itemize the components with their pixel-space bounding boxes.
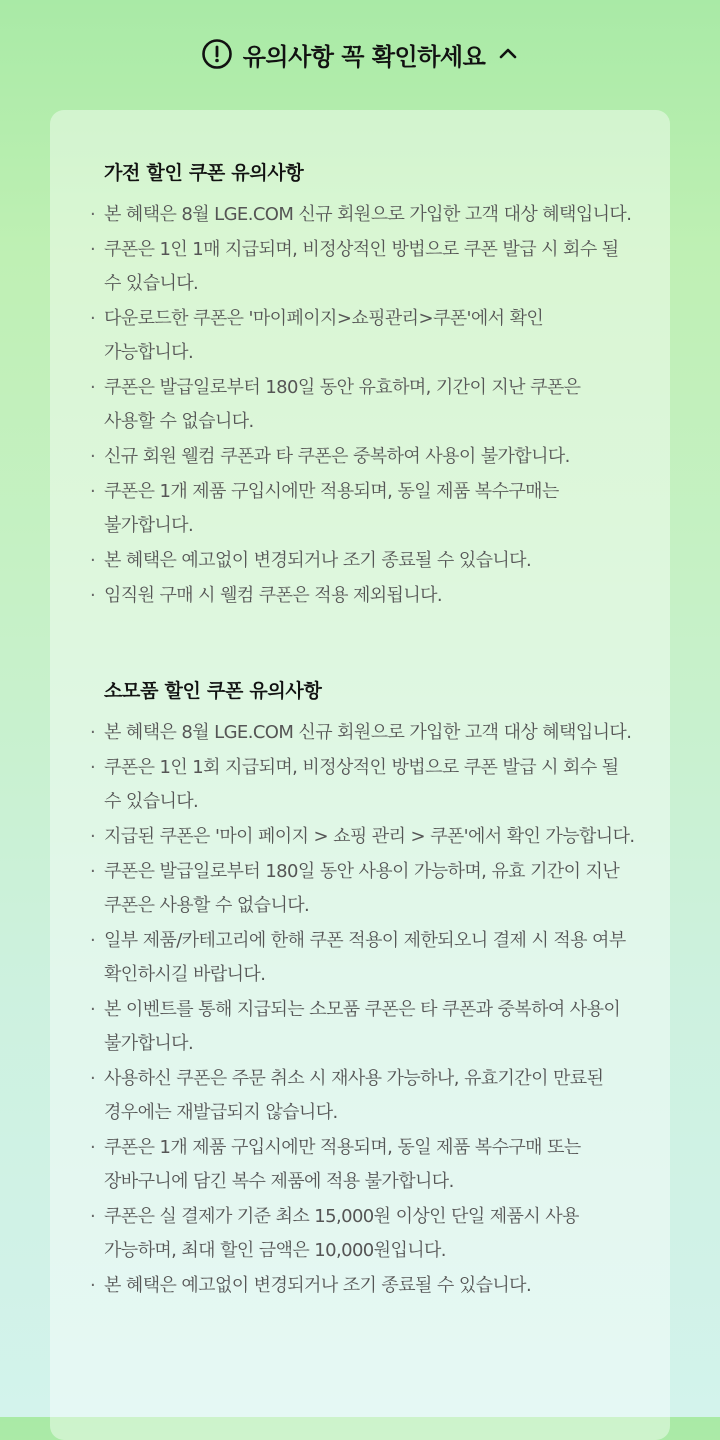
bullet-dot: · [90,1068,96,1089]
notice-list [90,198,635,613]
notice-text: 다운로드한 쿠폰은 '마이페이지>쇼핑관리>쿠폰'에서 확인 가능합니다. [104,308,544,363]
alert-circle-icon [201,38,233,70]
notice-item [90,820,635,854]
notice-item [90,475,635,543]
notice-text: 본 혜택은 8월 LGE.COM 신규 회원으로 가입한 고객 대상 혜택입니다. [104,722,632,743]
bullet-dot: · [90,308,96,329]
appliance-coupon-notice-section [90,156,635,614]
notice-text: 본 이벤트를 통해 지급되는 소모품 쿠폰은 타 쿠폰과 중복하여 사용이 불가합니다. [104,999,621,1054]
notice-item [90,1062,635,1130]
notice-panel [50,110,670,1440]
notice-item [90,993,635,1061]
notice-item [90,371,635,439]
notice-item [90,1131,635,1199]
bullet-dot: · [90,861,96,882]
bullet-dot: · [90,239,96,260]
bullet-dot: · [90,550,96,571]
bullet-dot: · [90,930,96,951]
bullet-dot: · [90,585,96,606]
notice-text: 본 혜택은 예고없이 변경되거나 조기 종료될 수 있습니다. [104,1275,532,1296]
notice-text: 신규 회원 웰컴 쿠폰과 타 쿠폰은 중복하여 사용이 불가합니다. [104,446,570,467]
bullet-dot: · [90,481,96,502]
notice-title: 유의사항 꼭 확인하세요 [242,42,486,71]
bullet-dot: · [90,826,96,847]
notice-text: 쿠폰은 발급일로부터 180일 동안 사용이 가능하며, 유효 기간이 지난 쿠폰은 사용할 수 없습니다. [104,861,620,916]
notice-item [90,233,635,301]
notice-item [90,716,635,750]
bullet-dot: · [90,446,96,467]
notice-item [90,1269,635,1303]
notice-item [90,1200,635,1268]
notice-item [90,198,635,232]
consumable-coupon-notice-section [90,674,635,1304]
section-title: 소모품 할인 쿠폰 유의사항 [104,680,322,702]
notice-item [90,440,635,474]
notice-text: 쿠폰은 1인 1매 지급되며, 비정상적인 방법으로 쿠폰 발급 시 회수 될 수 있습니다. [104,239,619,294]
notice-text: 쿠폰은 1인 1회 지급되며, 비정상적인 방법으로 쿠폰 발급 시 회수 될 수 있습니다. [104,757,619,812]
notice-item [90,751,635,819]
bullet-dot: · [90,757,96,778]
bullet-dot: · [90,722,96,743]
bullet-dot: · [90,1206,96,1227]
bullet-dot: · [90,377,96,398]
notice-text: 본 혜택은 8월 LGE.COM 신규 회원으로 가입한 고객 대상 혜택입니다. [104,204,632,225]
notice-item [90,579,635,613]
notice-text: 사용하신 쿠폰은 주문 취소 시 재사용 가능하나, 유효기간이 만료된 경우에는 재발급되지 않습니다. [104,1068,604,1123]
notice-text: 지급된 쿠폰은 '마이 페이지 > 쇼핑 관리 > 쿠폰'에서 확인 가능합니다. [104,826,635,847]
notice-text: 쿠폰은 1개 제품 구입시에만 적용되며, 동일 제품 복수구매는 불가합니다. [104,481,559,536]
notice-item [90,302,635,370]
bullet-dot: · [90,1137,96,1158]
bullet-dot: · [90,999,96,1020]
chevron-up-icon[interactable] [497,43,519,65]
notice-text: 쿠폰은 실 결제가 기준 최소 15,000원 이상인 단일 제품시 사용 가능하며, 최대 할인 금액은 10,000원입니다. [104,1206,579,1261]
notice-text: 쿠폰은 발급일로부터 180일 동안 유효하며, 기간이 지난 쿠폰은 사용할 수 없습니다. [104,377,581,432]
notice-text: 쿠폰은 1개 제품 구입시에만 적용되며, 동일 제품 복수구매 또는 장바구니에 담긴 복수 제품에 적용 불가합니다. [104,1137,581,1192]
notice-toggle-header[interactable] [0,32,720,76]
notice-item [90,544,635,578]
notice-item [90,855,635,923]
section-title: 가전 할인 쿠폰 유의사항 [104,162,304,184]
bullet-dot: · [90,204,96,225]
notice-text: 임직원 구매 시 웰컴 쿠폰은 적용 제외됩니다. [104,585,443,606]
notice-text: 본 혜택은 예고없이 변경되거나 조기 종료될 수 있습니다. [104,550,532,571]
notice-text: 일부 제품/카테고리에 한해 쿠폰 적용이 제한되오니 결제 시 적용 여부 확인하시길 바랍니다. [104,930,626,985]
bullet-dot: · [90,1275,96,1296]
notice-item [90,924,635,992]
notice-list [90,716,635,1303]
